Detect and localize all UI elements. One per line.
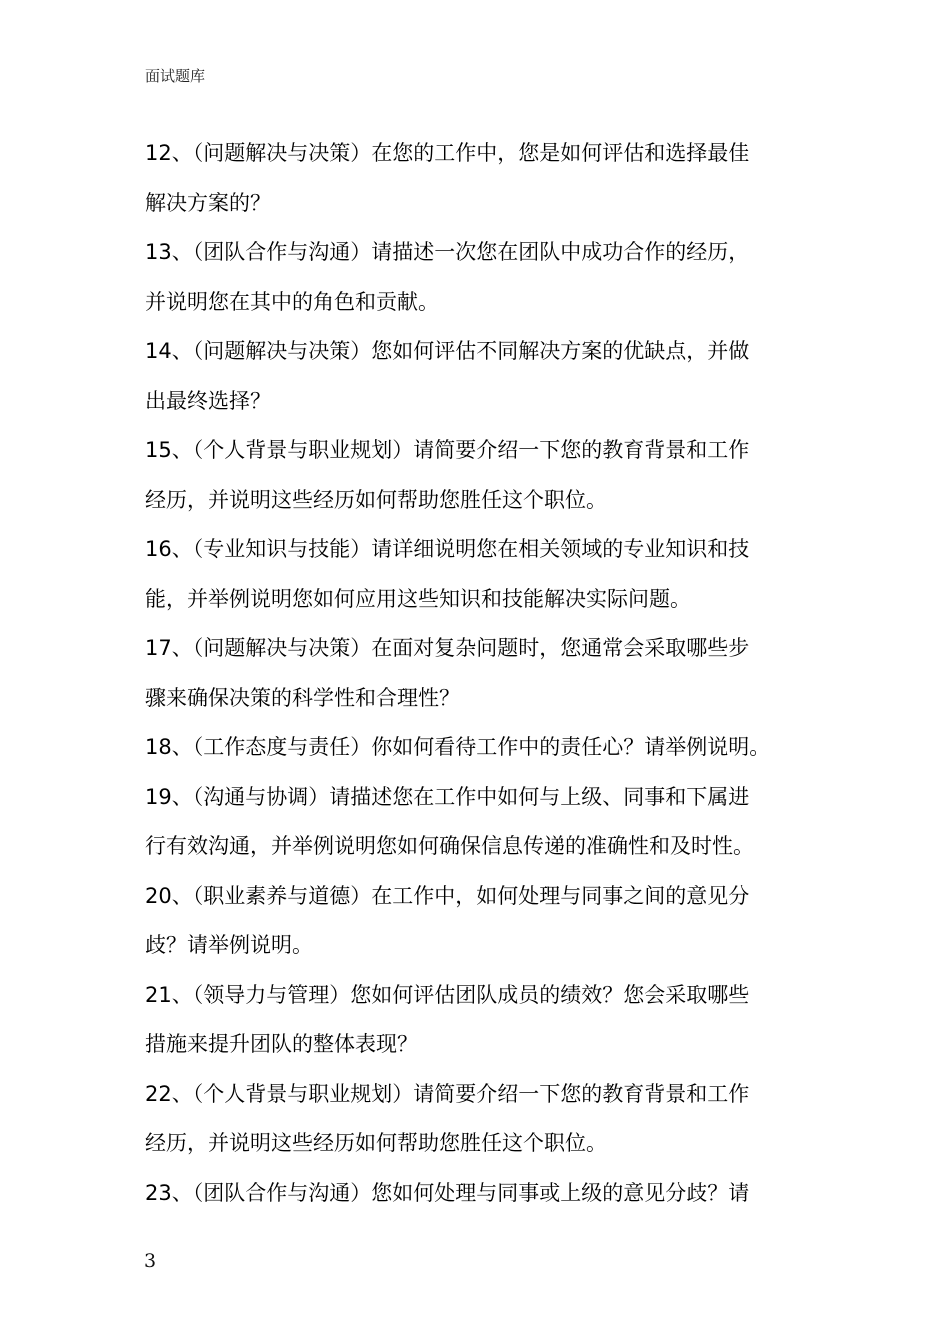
text-line: 14、（问题解决与决策）您如何评估不同解决方案的优缺点，并做 bbox=[145, 339, 750, 363]
text-line: 并说明您在其中的角色和贡献。 bbox=[145, 289, 439, 314]
text-line: 20、（职业素养与道德）在工作中，如何处理与同事之间的意见分 bbox=[145, 883, 750, 908]
text-line: 骤来确保决策的科学性和合理性？ bbox=[145, 685, 460, 710]
text-line: 出最终选择？ bbox=[145, 388, 271, 413]
text-line: 12、（问题解决与决策）在您的工作中，您是如何评估和选择最佳 bbox=[145, 141, 750, 165]
text-line: 经历，并说明这些经历如何帮助您胜任这个职位。 bbox=[145, 487, 607, 512]
text-line: 措施来提升团队的整体表现？ bbox=[145, 1032, 418, 1056]
text-line: 13、（团队合作与沟通）请描述一次您在团队中成功合作的经历， bbox=[145, 240, 750, 264]
text-line: 16、（专业知识与技能）请详细说明您在相关领域的专业知识和技 bbox=[145, 537, 750, 561]
text-line: 行有效沟通，并举例说明您如何确保信息传递的准确性和及时性。 bbox=[145, 834, 754, 858]
text-line: 18、（工作态度与责任）你如何看待工作中的责任心？请举例说明。 bbox=[145, 735, 771, 759]
text-line: 解决方案的？ bbox=[145, 190, 271, 215]
text-line: 23、（团队合作与沟通）您如何处理与同事或上级的意见分歧？请 bbox=[145, 1180, 750, 1205]
text-line: 22、（个人背景与职业规划）请简要介绍一下您的教育背景和工作 bbox=[145, 1081, 750, 1106]
text-line: 经历，并说明这些经历如何帮助您胜任这个职位。 bbox=[145, 1131, 607, 1155]
text-line: 17、（问题解决与决策）在面对复杂问题时，您通常会采取哪些步 bbox=[145, 636, 750, 660]
page-number: 3 bbox=[144, 1250, 157, 1272]
page-header: 面试题库 bbox=[145, 67, 206, 85]
text-line: 能，并举例说明您如何应用这些知识和技能解决实际问题。 bbox=[145, 586, 691, 611]
text-line: 歧？请举例说明。 bbox=[145, 933, 313, 957]
text-line: 19、（沟通与协调）请描述您在工作中如何与上级、同事和下属进 bbox=[145, 784, 750, 809]
text-line: 21、（领导力与管理）您如何评估团队成员的绩效？您会采取哪些 bbox=[145, 982, 750, 1007]
text-line: 15、（个人背景与职业规划）请简要介绍一下您的教育背景和工作 bbox=[145, 438, 750, 462]
question-list bbox=[145, 129, 813, 1218]
